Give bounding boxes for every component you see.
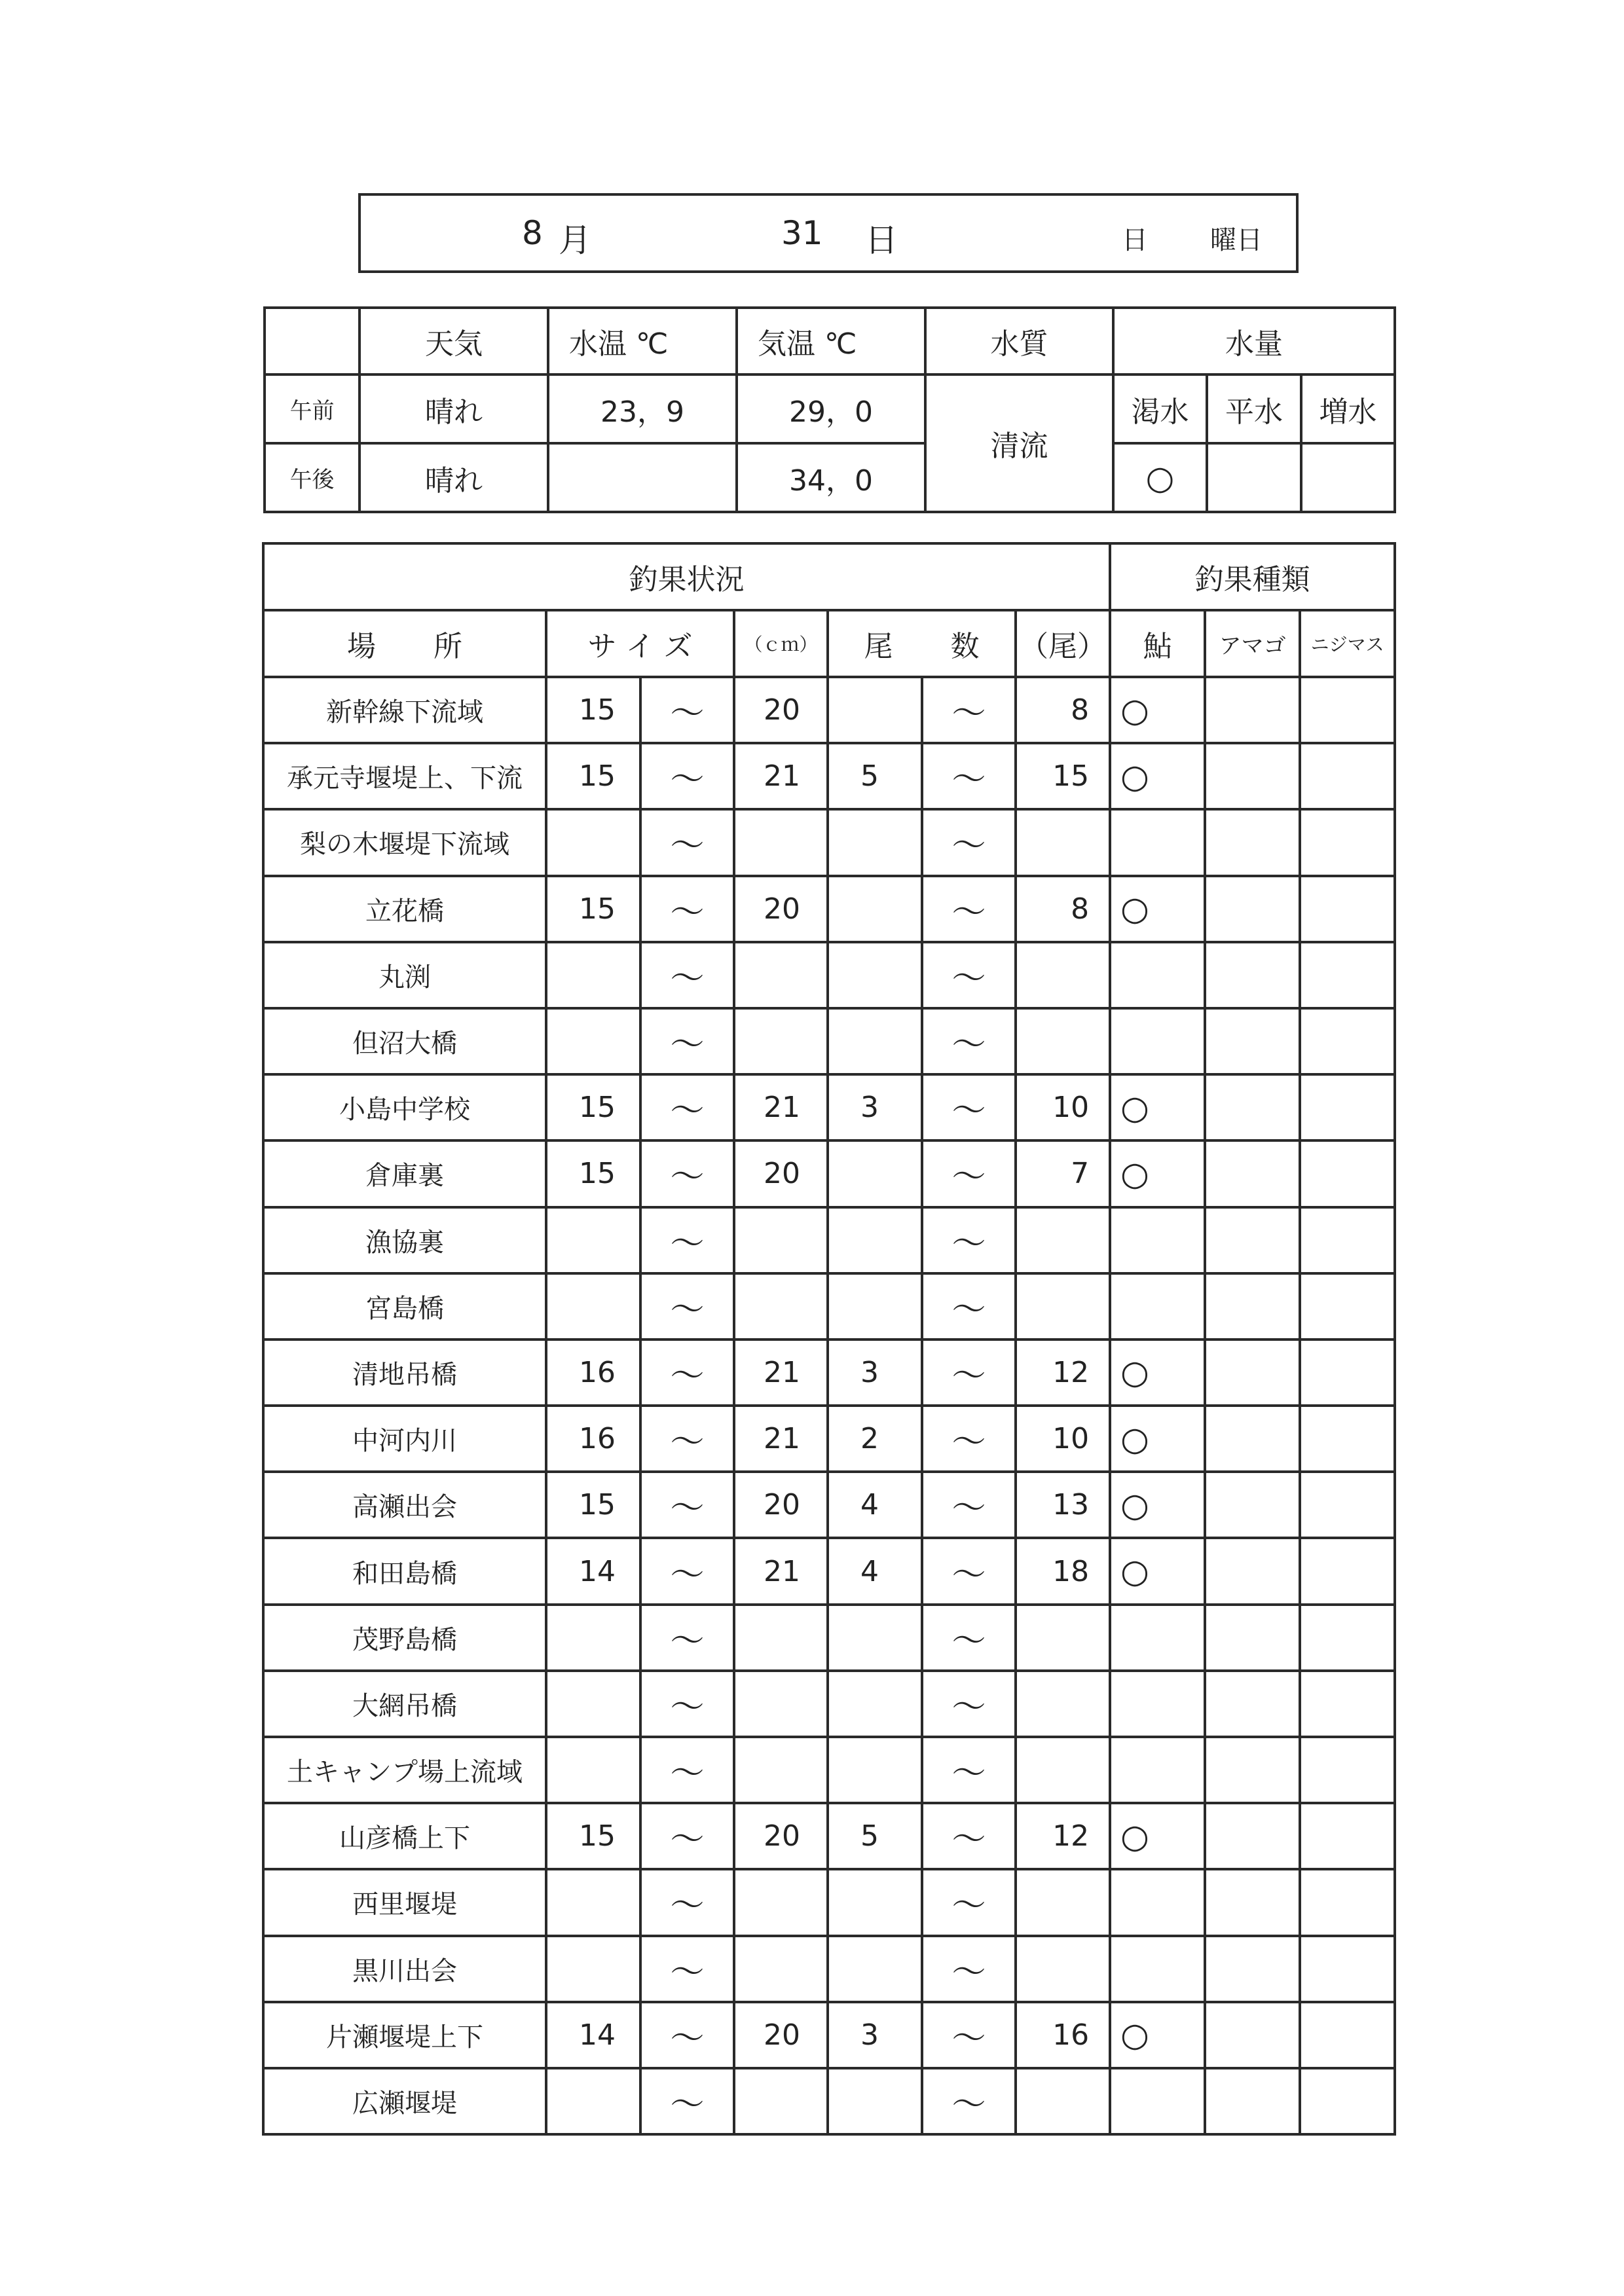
header-water-quality: 水質 [925,308,1113,374]
col-size-unit: （ｃｍ） [734,610,828,677]
place-cell: 大網吊橋 [263,1671,546,1737]
size-tilde: ～ [640,2002,734,2068]
table-row [263,942,1395,1008]
size-max-cell [734,809,828,875]
size-tilde: ～ [640,942,734,1008]
count-tilde: ～ [922,677,1016,743]
count-max-cell: 8 [1016,876,1110,942]
header-water-volume: 水量 [1113,308,1395,374]
air-temp-pm: 34，0 [737,443,925,512]
table-row [263,1339,1395,1406]
size-min-cell: 15 [546,1074,640,1140]
volume-high-mark [1301,443,1395,512]
count-min-cell [828,809,922,875]
count-min-cell: 5 [828,743,922,809]
count-min-cell [828,1140,922,1207]
rainbow-trout-cell [1300,677,1395,743]
place-cell: 茂野島橋 [263,1605,546,1671]
air-temp-am: 29，0 [737,374,925,443]
size-min-cell [546,1936,640,2002]
size-tilde: ～ [640,1671,734,1737]
amago-cell [1205,1803,1300,1869]
count-max-cell [1016,809,1110,875]
count-tilde: ～ [922,2068,1016,2134]
size-min-cell: 15 [546,1140,640,1207]
table-row [263,876,1395,942]
size-min-cell [546,809,640,875]
size-max-cell: 20 [734,1140,828,1207]
ayu-cell [1110,1207,1205,1273]
count-max-cell: 12 [1016,1339,1110,1406]
rainbow-trout-cell [1300,809,1395,875]
count-min-cell [828,1008,922,1074]
ayu-cell: ○ [1110,2002,1205,2068]
ayu-cell: ○ [1110,1140,1205,1207]
size-tilde: ～ [640,1008,734,1074]
count-tilde: ～ [922,1074,1016,1140]
size-min-cell: 14 [546,2002,640,2068]
size-tilde: ～ [640,1339,734,1406]
rainbow-trout-cell [1300,1936,1395,2002]
table-row [263,1140,1395,1207]
size-tilde: ～ [640,677,734,743]
size-max-cell [734,1936,828,2002]
size-max-cell [734,2068,828,2134]
catch-rows [263,677,1395,2134]
count-min-cell: 3 [828,1339,922,1406]
place-cell: 小島中学校 [263,1074,546,1140]
day-unit: 日 [865,221,898,259]
count-max-cell: 12 [1016,1803,1110,1869]
volume-low: 渇水 [1113,374,1207,443]
conditions-table [263,306,1396,513]
count-max-cell: 18 [1016,1538,1110,1604]
ayu-cell: ○ [1110,1074,1205,1140]
size-max-cell [734,1605,828,1671]
ayu-cell [1110,1936,1205,2002]
rainbow-trout-cell [1300,1472,1395,1538]
size-max-cell [734,1671,828,1737]
ayu-cell [1110,1737,1205,1803]
rainbow-trout-cell [1300,1737,1395,1803]
amago-cell [1205,2002,1300,2068]
table-row [263,1869,1395,1935]
col-count-unit: （尾） [1016,610,1110,677]
table-row [263,1273,1395,1339]
amago-cell [1205,876,1300,942]
count-tilde: ～ [922,1737,1016,1803]
size-tilde: ～ [640,743,734,809]
count-tilde: ～ [922,743,1016,809]
place-cell: 梨の木堰堤下流域 [263,809,546,875]
rainbow-trout-cell [1300,1803,1395,1869]
rainbow-trout-cell [1300,1671,1395,1737]
size-min-cell: 15 [546,677,640,743]
count-tilde: ～ [922,1936,1016,2002]
amago-cell [1205,677,1300,743]
rainbow-trout-cell [1300,1869,1395,1935]
size-max-cell [734,1207,828,1273]
size-max-cell: 20 [734,2002,828,2068]
amago-cell [1205,1339,1300,1406]
period-pm: 午後 [265,443,360,512]
col-place: 場 所 [263,610,546,677]
ayu-cell [1110,942,1205,1008]
size-min-cell: 14 [546,1538,640,1604]
count-max-cell: 10 [1016,1074,1110,1140]
size-tilde: ～ [640,1737,734,1803]
weather-am: 晴れ [360,374,548,443]
place-cell: 和田島橋 [263,1538,546,1604]
size-tilde: ～ [640,1207,734,1273]
count-min-cell: 5 [828,1803,922,1869]
count-min-cell [828,1869,922,1935]
size-max-cell [734,1869,828,1935]
size-max-cell: 20 [734,1472,828,1538]
amago-cell [1205,809,1300,875]
count-min-cell [828,1605,922,1671]
count-tilde: ～ [922,1339,1016,1406]
species-amago: アマゴ [1205,610,1300,677]
size-max-cell [734,942,828,1008]
place-cell: 清地吊橋 [263,1339,546,1406]
amago-cell [1205,1008,1300,1074]
size-tilde: ～ [640,1803,734,1869]
count-max-cell [1016,942,1110,1008]
ayu-cell [1110,1605,1205,1671]
place-cell: 立花橋 [263,876,546,942]
ayu-cell [1110,1273,1205,1339]
count-min-cell [828,876,922,942]
ayu-cell: ○ [1110,876,1205,942]
amago-cell [1205,1605,1300,1671]
table-row [263,1803,1395,1869]
ayu-cell [1110,1869,1205,1935]
size-min-cell [546,1671,640,1737]
count-tilde: ～ [922,1472,1016,1538]
count-min-cell: 2 [828,1406,922,1472]
header-water-temp: 水温 ℃ [548,308,737,374]
count-min-cell: 4 [828,1538,922,1604]
count-min-cell [828,2068,922,2134]
amago-cell [1205,1140,1300,1207]
rainbow-trout-cell [1300,2002,1395,2068]
day-value: 31 [781,214,823,252]
rainbow-trout-cell [1300,1339,1395,1406]
catch-table [262,542,1396,2136]
place-cell: 高瀬出会 [263,1472,546,1538]
count-tilde: ～ [922,1273,1016,1339]
count-tilde: ～ [922,1869,1016,1935]
size-min-cell: 15 [546,876,640,942]
table-row [263,1936,1395,2002]
place-cell: 広瀬堰堤 [263,2068,546,2134]
place-cell: 片瀬堰堤上下 [263,2002,546,2068]
water-quality: 清流 [925,374,1113,512]
count-max-cell [1016,1605,1110,1671]
size-tilde: ～ [640,876,734,942]
count-max-cell [1016,1737,1110,1803]
size-max-cell: 21 [734,1339,828,1406]
count-max-cell [1016,1273,1110,1339]
count-max-cell [1016,1869,1110,1935]
amago-cell [1205,743,1300,809]
size-tilde: ～ [640,1074,734,1140]
table-row [263,743,1395,809]
count-max-cell: 15 [1016,743,1110,809]
weather-pm: 晴れ [360,443,548,512]
count-tilde: ～ [922,1008,1016,1074]
amago-cell [1205,1737,1300,1803]
amago-cell [1205,2068,1300,2134]
count-max-cell: 8 [1016,677,1110,743]
rainbow-trout-cell [1300,1406,1395,1472]
count-min-cell: 4 [828,1472,922,1538]
size-min-cell [546,1008,640,1074]
ayu-cell [1110,1671,1205,1737]
water-temp-am: 23，9 [548,374,737,443]
size-max-cell: 20 [734,677,828,743]
count-min-cell [828,1273,922,1339]
amago-cell [1205,1406,1300,1472]
size-max-cell [734,1008,828,1074]
ayu-cell: ○ [1110,1538,1205,1604]
place-cell: 新幹線下流域 [263,677,546,743]
section-title: 釣果状況 [263,543,1110,610]
table-row [263,677,1395,743]
header-air-temp: 気温 ℃ [737,308,925,374]
amago-cell [1205,1074,1300,1140]
table-row [263,1207,1395,1273]
ayu-cell: ○ [1110,743,1205,809]
rainbow-trout-cell [1300,1273,1395,1339]
place-cell: 黒川出会 [263,1936,546,2002]
amago-cell [1205,1869,1300,1935]
month-unit: 月 [559,221,591,259]
col-size: サ イ ズ [546,610,734,677]
month-value: 8 [522,214,543,252]
table-row [263,1605,1395,1671]
rainbow-trout-cell [1300,1207,1395,1273]
count-min-cell: 3 [828,1074,922,1140]
count-min-cell [828,677,922,743]
count-tilde: ～ [922,1605,1016,1671]
place-cell: 宮島橋 [263,1273,546,1339]
amago-cell [1205,1671,1300,1737]
count-max-cell [1016,1671,1110,1737]
species-ayu: 鮎 [1110,610,1205,677]
size-min-cell [546,1869,640,1935]
count-max-cell: 10 [1016,1406,1110,1472]
place-cell: 土キャンプ場上流域 [263,1737,546,1803]
rainbow-trout-cell [1300,1538,1395,1604]
rainbow-trout-cell [1300,1008,1395,1074]
size-max-cell: 21 [734,743,828,809]
count-min-cell: 3 [828,2002,922,2068]
species-rainbow-trout: ニジマス [1300,610,1395,677]
amago-cell [1205,1207,1300,1273]
rainbow-trout-cell [1300,743,1395,809]
count-max-cell [1016,1936,1110,2002]
place-cell: 但沼大橋 [263,1008,546,1074]
place-cell: 山彦橋上下 [263,1803,546,1869]
table-row [263,2002,1395,2068]
size-max-cell: 21 [734,1074,828,1140]
date-header [358,193,1299,273]
col-count: 尾 数 [828,610,1016,677]
size-tilde: ～ [640,1140,734,1207]
size-tilde: ～ [640,1936,734,2002]
size-min-cell: 16 [546,1339,640,1406]
amago-cell [1205,1472,1300,1538]
count-tilde: ～ [922,876,1016,942]
count-tilde: ～ [922,1803,1016,1869]
rainbow-trout-cell [1300,1605,1395,1671]
count-tilde: ～ [922,1207,1016,1273]
count-tilde: ～ [922,1406,1016,1472]
size-max-cell [734,1737,828,1803]
species-title: 釣果種類 [1110,543,1395,610]
count-min-cell [828,942,922,1008]
rainbow-trout-cell [1300,1140,1395,1207]
amago-cell [1205,1273,1300,1339]
ayu-cell: ○ [1110,1406,1205,1472]
amago-cell [1205,942,1300,1008]
size-tilde: ～ [640,1538,734,1604]
volume-low-mark: ○ [1113,443,1207,512]
table-row [263,1406,1395,1472]
water-temp-pm [548,443,737,512]
size-min-cell [546,1273,640,1339]
size-tilde: ～ [640,1472,734,1538]
ayu-cell [1110,2068,1205,2134]
table-row [263,1538,1395,1604]
size-tilde: ～ [640,1273,734,1339]
size-min-cell: 15 [546,743,640,809]
place-cell: 西里堰堤 [263,1869,546,1935]
place-cell: 承元寺堰堤上、下流 [263,743,546,809]
count-tilde: ～ [922,1140,1016,1207]
size-max-cell: 21 [734,1538,828,1604]
size-min-cell: 15 [546,1472,640,1538]
size-tilde: ～ [640,1605,734,1671]
size-min-cell [546,2068,640,2134]
size-min-cell [546,1737,640,1803]
place-cell: 倉庫裏 [263,1140,546,1207]
ayu-cell [1110,809,1205,875]
ayu-cell: ○ [1110,1472,1205,1538]
place-cell: 中河内川 [263,1406,546,1472]
size-max-cell [734,1273,828,1339]
ayu-cell [1110,1008,1205,1074]
size-max-cell: 21 [734,1406,828,1472]
size-tilde: ～ [640,1406,734,1472]
count-tilde: ～ [922,942,1016,1008]
count-tilde: ～ [922,809,1016,875]
table-row [263,1472,1395,1538]
table-row [263,1074,1395,1140]
table-row [263,1737,1395,1803]
size-min-cell: 15 [546,1803,640,1869]
size-min-cell [546,1207,640,1273]
ayu-cell: ○ [1110,1339,1205,1406]
amago-cell [1205,1538,1300,1604]
period-am: 午前 [265,374,360,443]
corner-cell [265,308,360,374]
header-weather: 天気 [360,308,548,374]
table-row [263,1671,1395,1737]
count-min-cell [828,1671,922,1737]
count-min-cell [828,1737,922,1803]
table-row [263,1008,1395,1074]
size-tilde: ～ [640,2068,734,2134]
weekday-unit: 曜日 [1210,225,1263,255]
size-min-cell: 16 [546,1406,640,1472]
count-min-cell [828,1207,922,1273]
rainbow-trout-cell [1300,942,1395,1008]
size-max-cell: 20 [734,876,828,942]
count-max-cell: 13 [1016,1472,1110,1538]
count-tilde: ～ [922,1538,1016,1604]
size-tilde: ～ [640,1869,734,1935]
weekday-value: 日 [1122,225,1148,255]
place-cell: 丸渕 [263,942,546,1008]
place-cell: 漁協裏 [263,1207,546,1273]
size-min-cell [546,1605,640,1671]
size-min-cell [546,942,640,1008]
table-row [263,2068,1395,2134]
rainbow-trout-cell [1300,2068,1395,2134]
count-max-cell: 7 [1016,1140,1110,1207]
rainbow-trout-cell [1300,876,1395,942]
ayu-cell: ○ [1110,677,1205,743]
size-max-cell: 20 [734,1803,828,1869]
table-row [263,809,1395,875]
count-max-cell [1016,2068,1110,2134]
count-max-cell: 16 [1016,2002,1110,2068]
count-max-cell [1016,1008,1110,1074]
volume-normal: 平水 [1207,374,1301,443]
size-tilde: ～ [640,809,734,875]
count-max-cell [1016,1207,1110,1273]
volume-high: 増水 [1301,374,1395,443]
count-min-cell [828,1936,922,2002]
count-tilde: ～ [922,2002,1016,2068]
count-tilde: ～ [922,1671,1016,1737]
ayu-cell: ○ [1110,1803,1205,1869]
rainbow-trout-cell [1300,1074,1395,1140]
volume-normal-mark [1207,443,1301,512]
amago-cell [1205,1936,1300,2002]
